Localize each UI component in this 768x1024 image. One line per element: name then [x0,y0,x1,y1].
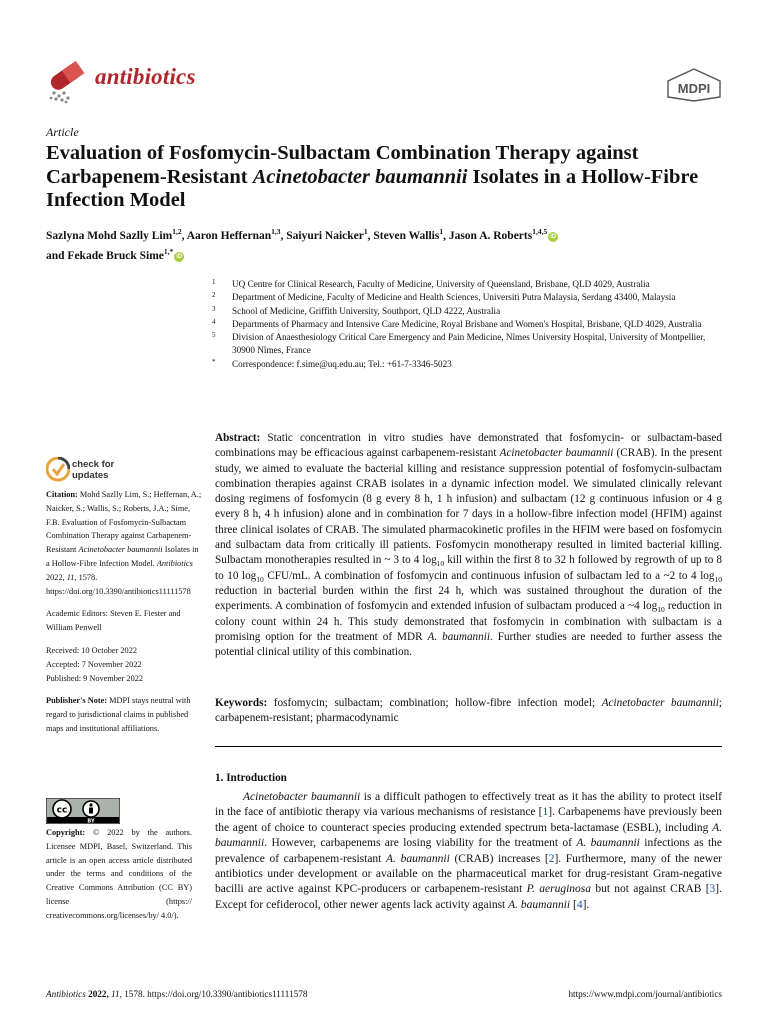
citation-doi[interactable]: 1578. https://doi.org/10.3390/antibiotics11111578 [46,572,191,596]
keywords-label: Keywords: [215,697,268,709]
abstract-text: (CRAB). In the present study, we aimed to evaluate the bacterial killing and resistance suppression potential of fosfomycin-sulbactam combination therapies against CRAB isolates in a dynamic infection model. We simulated clinically relevant dosing regimens of fosfomycin (8 g every 8 h, 1 h infusion) and sulbactam (12 g continuous infusion or 4 g every 8 h, 4 h infusion) alone and in combination for 7 days in a hollow-fibre infection model (HFIM) against three clinical isolates of CRAB. The simulated pharmacokinetic profiles in the HFIM were based on fosfomycin and sulbactam data from critically ill patients. Fosfomycin monotherapy resulted in limited bacterial killing. Sulbactam monotherapies resulted in ~ 3 to 4 log [215,447,723,567]
author-list [46,224,736,264]
abstract-text: CFU/mL. A combination of fosfomycin and continuous infusion of sulbactam led to a ~2 to 4 log [267,569,715,582]
abstract-text: reduction in bacterial burden within the first 24 h, which was sustained throughout the duration of the experiments. A combination of fosfomycin and extended infusion of sulbactam produced a ~4 log [215,584,722,613]
check-for-updates-button[interactable] [46,457,126,487]
intro-species: A. baumannii [576,837,640,850]
author-affiliation: 1,4,5 [532,227,548,236]
affiliation-number: 2 [212,291,216,300]
affiliation-text: School of Medicine, Griffith University, Southport, QLD 4222, Australia [232,305,501,316]
publisher-note-text: MDPI stays neutral with regard to jurisdictional claims in published maps and institutional affiliations. [46,696,191,733]
affiliation-item [212,318,712,331]
footer-year: 2022, [88,989,109,999]
author-name[interactable]: Sazlyna Mohd Sazlly Lim [46,229,173,242]
affiliation-number: 4 [212,317,216,326]
author-affiliation: 1 [363,227,368,236]
cc-by-text: BY [87,818,95,824]
footer-journal: Antibiotics [46,989,86,999]
author-separator: , [443,229,449,242]
intro-species: A. baumannii [508,898,571,911]
copyright-text: © 2022 by the authors. Licensee MDPI, Basel, Switzerland. This article is an open access article distributed under the terms and conditions of the Creative Commons Attribution (CC BY) license (https:// creativecommons.org/licenses/by/ 4.0/). [46,828,192,920]
keywords [215,696,722,727]
affiliation-text: Department of Medicine, Faculty of Medicine and Health Sciences, Universiti Putra Malaysia, Serdang 43400, Malaysia [232,292,676,303]
author-affiliation: 1,* [163,246,174,256]
intro-text: but not against CRAB [ [595,883,710,896]
citation-text: Mohd Sazlly Lim, S.; Heffernan, A.; Naicker, S.; Wallis, S.; Roberts, J.A.; Sime, F.B. Evaluation of Fosfomycin-Sulbactam Combination Therapy against Carbapenem-Resistant [46,490,202,555]
intro-species: P. aeruginosa [526,883,592,896]
affiliation-item [212,305,712,318]
abstract-label: Abstract: [215,432,261,444]
check-updates-line2: updates [72,469,109,481]
cc-by-icon[interactable] [46,798,120,824]
affiliation-number: 1 [212,278,216,286]
intro-text: ]. Carbapenems have previously been the agent of choice to counteract species producing extended spectrum beta-lactamase (ESBL), including [215,806,722,834]
keywords-text: fosfomycin; sulbactam; combination; hollow-fibre infection model; [273,697,596,709]
citation-species: Acinetobacter baumannii [78,545,163,555]
author-separator: , [280,229,287,242]
academic-editors [46,607,202,635]
editors-label: Academic Editors: [46,609,108,619]
abstract [215,431,722,660]
keywords-text: ; carbapenem-resistant; pharmacodynamic [215,697,722,725]
mdpi-logo-text: MDPI [677,81,711,96]
author-name[interactable]: Steven Wallis [373,229,440,242]
citation-volume: 11, [66,572,77,582]
abstract-species: A. baumannii [427,630,490,643]
affiliation-number: * [212,357,216,366]
orcid-icon[interactable]: iD [550,233,557,240]
author-name[interactable]: Saiyuri Naicker [286,229,364,242]
citation-block [46,488,202,598]
footer-volume: 11, [111,989,122,999]
check-updates-line1: check for [72,459,115,470]
author-name[interactable]: and Fekade Bruck Sime [46,249,164,262]
affiliation-text: UQ Centre for Clinical Research, Faculty of Medicine, University of Queensland, Brisbane, QLD 4029, Australia [232,279,650,289]
author-name[interactable]: Aaron Heffernan [186,229,272,242]
article-type: Article [46,125,79,139]
abstract-text: Static concentration in vitro studies have demonstrated that fosfomycin- or sulbactam-based combinations may be efficacious against carbapenem-resistant [215,432,722,460]
affiliation-number: 3 [212,304,216,313]
intro-text: ]. [582,898,590,911]
abstract-text: reduction in colony count within 24 h. This study demonstrated that fosfomycin in combination with sulbactam is a promising option for the treatment of MDR [215,600,723,643]
title-species: Acinetobacter baumannii [252,165,468,188]
section-divider [215,746,722,747]
sidebar [46,488,202,745]
author-affiliation: 1,2 [172,227,182,236]
intro-text: infections as the prevalence of carbapenem-resistant [215,837,723,865]
keyword-species: Acinetobacter baumannii [601,697,719,709]
check-for-updates-label [72,460,114,481]
published-date: Published: 9 November 2022 [46,673,144,683]
affiliation-item [212,331,712,358]
intro-text: is a difficult pathogen to effectively treat as it has the ability to protect itself in the face of antibiotic therapy via various mechanisms of resistance [ [215,791,722,819]
affiliation-text: Division of Anaesthesiology Critical Care Emergency and Pain Medicine, Nîmes University Hospital, University of Montpellier, 30900 Nîmes, France [232,332,706,356]
editors-names: Steven E. Fiester and William Penwell [46,609,181,633]
orcid-icon[interactable]: iD [176,253,183,260]
title-text: Evaluation of Fosfomycin-Sulbactam Combination Therapy against Carbapenem-Resistant [46,142,639,188]
log-subscript: 10 [714,574,722,584]
citation-link[interactable]: 1 [542,806,549,819]
accepted-date: Accepted: 7 November 2022 [46,659,142,669]
intro-species: Acinetobacter baumannii [243,791,361,803]
paper-title [46,142,736,213]
copyright-label: Copyright: [46,828,86,837]
check-for-updates-icon [46,457,70,483]
antibiotics-logo-icon [44,60,90,104]
intro-text: . However, carbapenems are losing viability for the treatment of [264,837,573,850]
affiliation-number: 5 [212,331,216,340]
intro-species: A. baumannii [386,852,450,865]
introduction-paragraph [215,790,722,913]
affiliations [212,278,712,371]
mdpi-logo [666,68,722,102]
footer-citation [46,989,307,999]
intro-text: [ [572,898,577,911]
log-subscript: 10 [256,574,264,584]
citation-year: 2022, [46,572,65,582]
received-date: Received: 10 October 2022 [46,645,138,655]
citation-text2: Isolates in a Hollow-Fibre Infection Model. [46,545,199,568]
abstract-text: kill within the first 8 to 32 h followed by regrowth of up to 8 to 10 log [215,554,723,582]
citation-link[interactable]: 2 [548,852,555,865]
author-affiliation: 1 [439,227,444,236]
publisher-note [46,694,202,735]
abstract-text: . Further studies are needed to further assess the potential clinical utility of this combination. [215,630,722,659]
citation-link[interactable]: 3 [709,883,716,896]
log-subscript: 10 [657,605,665,615]
cc-text: cc [56,805,68,816]
author-separator: , [367,229,374,242]
author-name[interactable]: Jason A. Roberts [448,229,533,242]
publisher-note-label: Publisher's Note: [46,696,108,706]
affiliation-text: Departments of Pharmacy and Intensive Care Medicine, Royal Brisbane and Women's Hospital, Brisbane, QLD 4029, Australia [232,318,702,329]
citation-link[interactable]: 4 [576,898,583,911]
author-separator: , [181,229,187,242]
correspondence-text[interactable]: Correspondence: f.sime@uq.edu.au; Tel.: +61-7-3346-5023 [232,358,452,369]
abstract-species: Acinetobacter baumannii [499,447,614,460]
affiliation-item [212,358,712,371]
dates-block [46,644,202,685]
affiliation-item [212,291,712,304]
intro-text: ]. Furthermore, many of the newer antibiotics under development or available on the pharmaceutical market for drug-resistant Gram-negative bacilli are active against KPC-producers or carbapenem-resistant [215,852,723,896]
copyright-block [46,826,192,923]
intro-species: A. baumannii [215,821,723,850]
log-subscript: 10 [436,559,445,569]
citation-journal: Antibiotics [156,558,193,568]
author-affiliation: 1,3 [271,227,281,236]
intro-text: ]. Except for cefiderocol, other newer agents lack activity against [215,883,722,911]
affiliation-item [212,278,712,291]
intro-text: (CRAB) increases [ [454,852,549,865]
footer-journal-url[interactable]: https://www.mdpi.com/journal/antibiotics [568,989,722,999]
title-text-end: Isolates in a Hollow-Fibre Infection Model [46,165,699,211]
section-heading: 1. Introduction [215,772,287,784]
citation-label: Citation: [46,490,78,499]
footer-doi[interactable]: 1578. https://doi.org/10.3390/antibiotics11111578 [124,989,308,999]
journal-name: antibiotics [95,64,196,89]
